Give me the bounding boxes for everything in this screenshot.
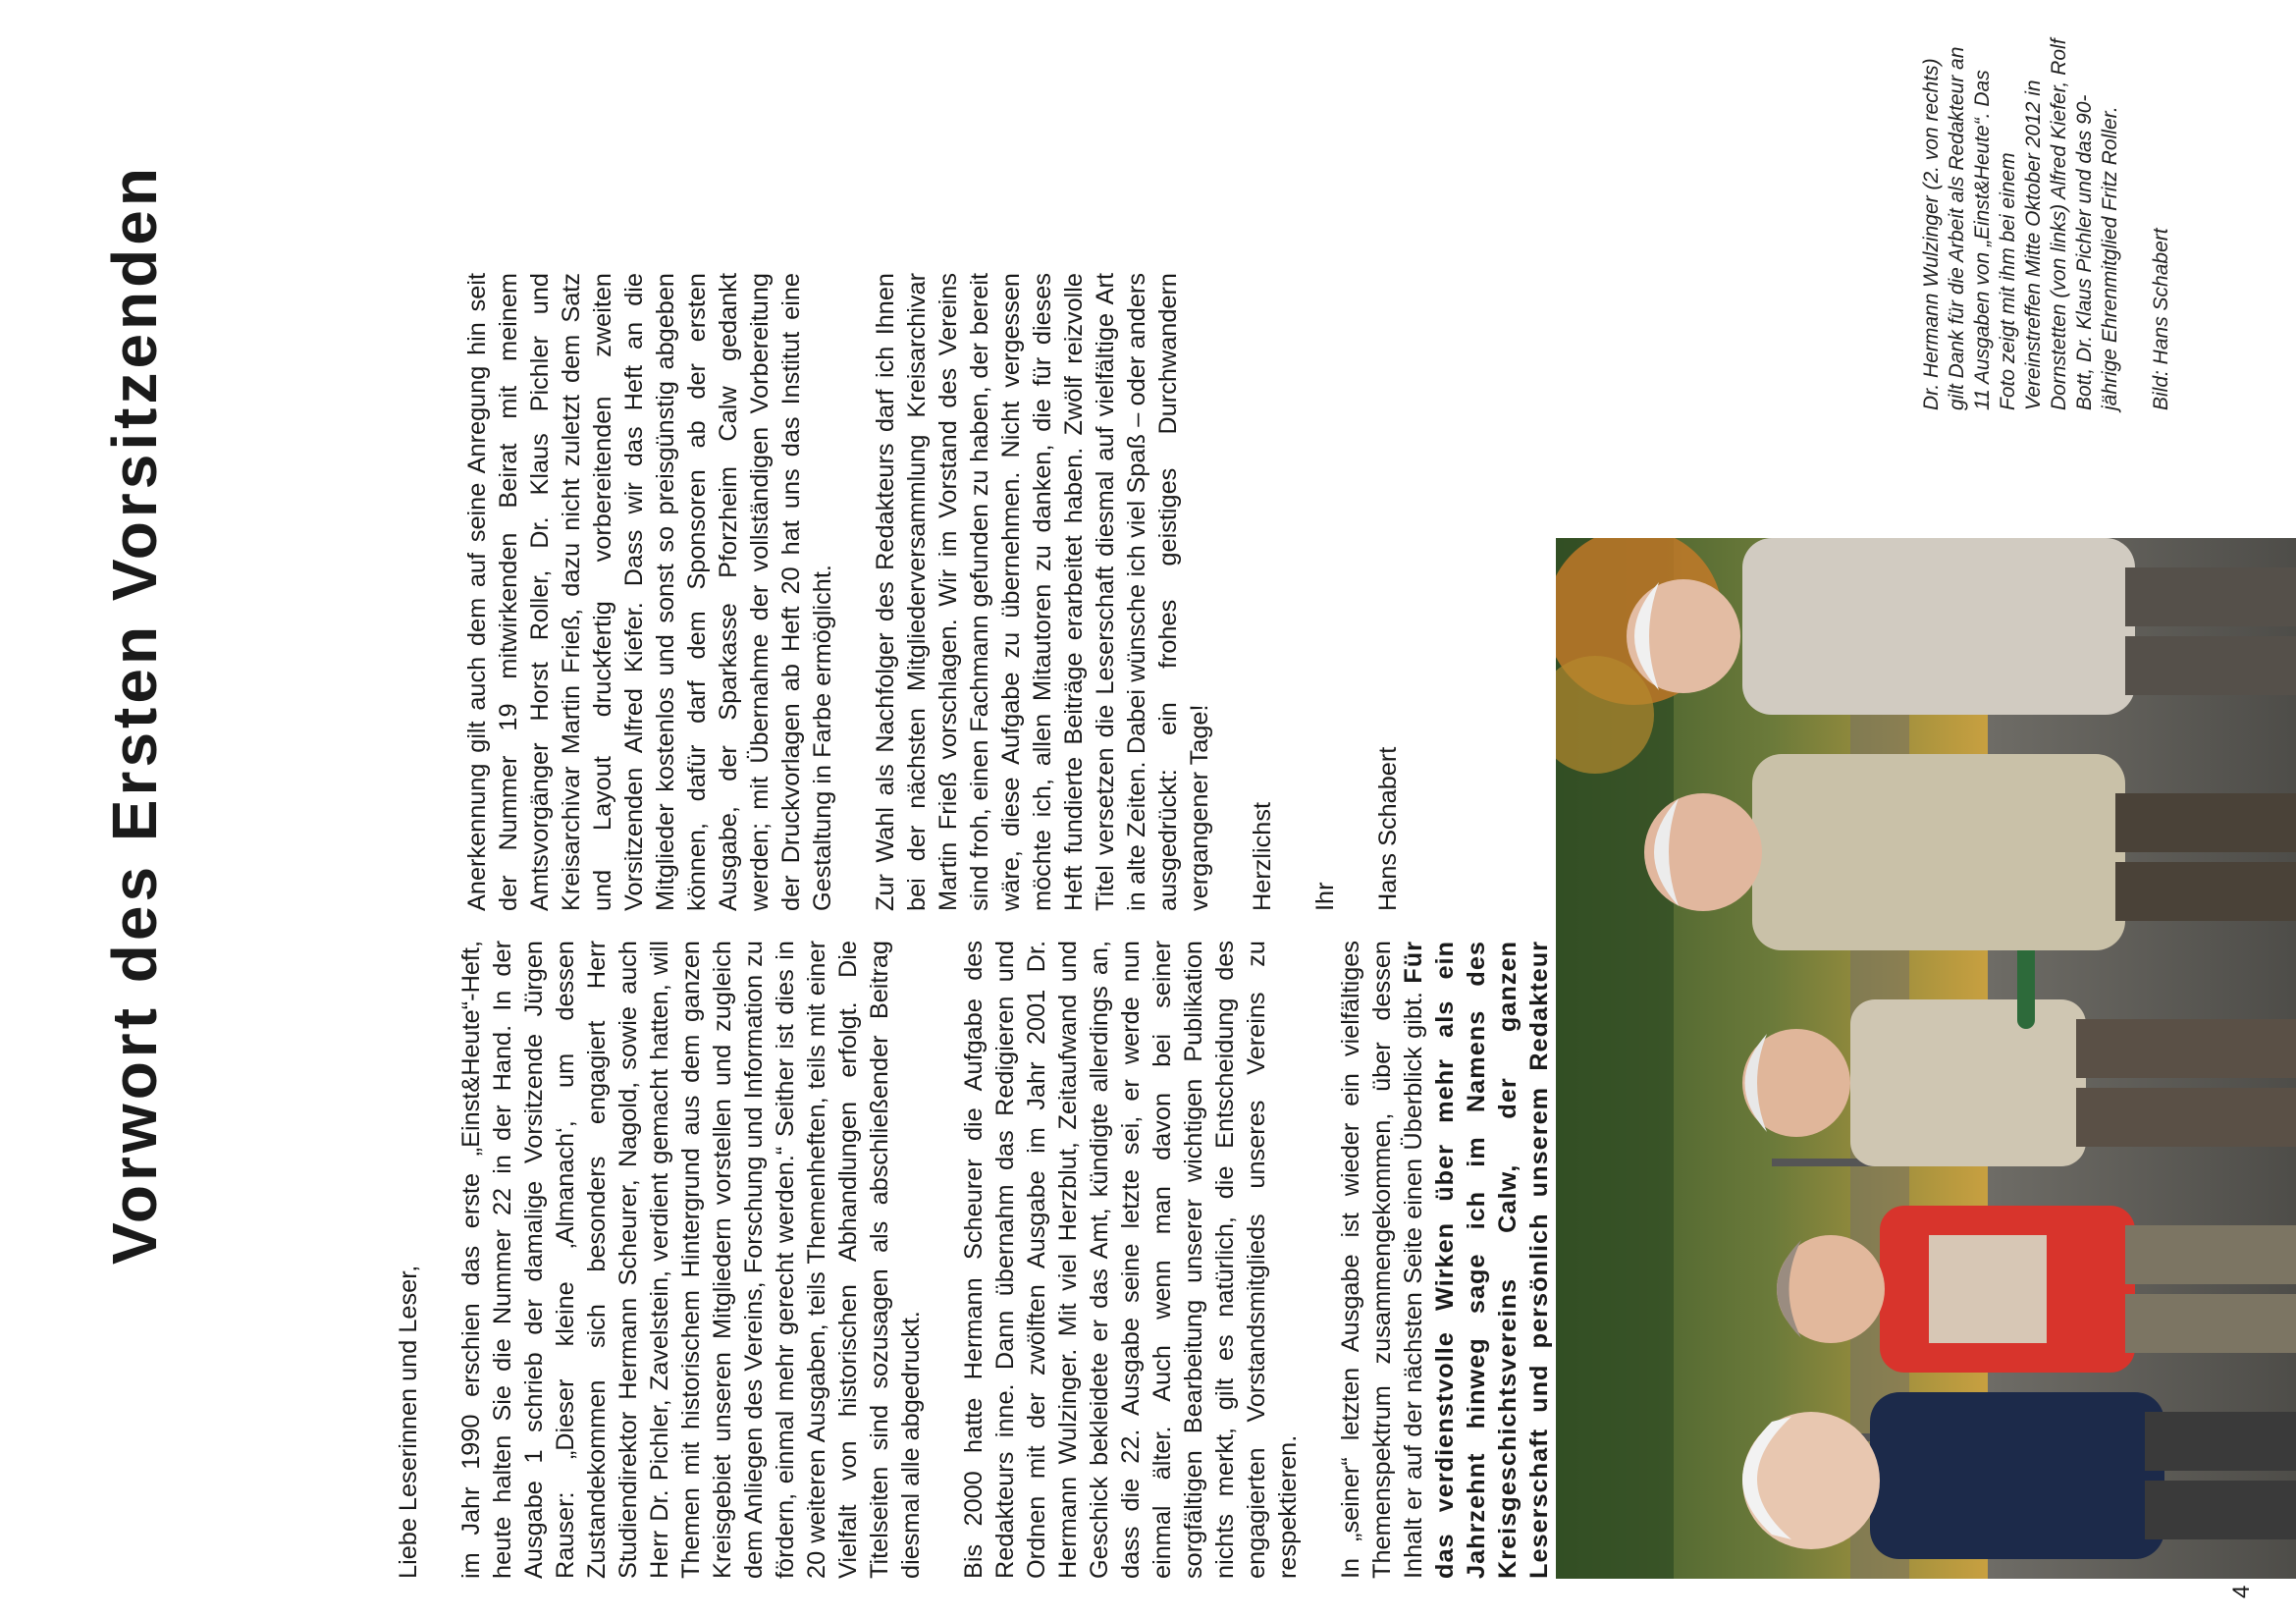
closing-ihr: Ihr (1311, 882, 1339, 911)
caption-text: Dr. Hermann Wulzinger (2. von rechts) gilt Dank für die Arbeit als Redakteur an 11 Ausgaben von „Einst&Heute“. Das Foto zeigt mit ihm bei einem Vereinstreffen Mitte Oktober 2012 in Dornstetten (von links) Alfred Kiefer, Rolf Bott, Dr. Klaus Pichler und das 90-jährige Ehrenmitglied Fritz Roller. (1920, 38, 2121, 410)
paragraph-4: Zur Wahl als Nachfolger des Redakteurs darf ich Ihnen bei der nächsten Mitgliederversammlung Kreisarchivar Martin Frieß vorschlagen. Wir im Vorstand des Vereins sind froh, einen Fachmann gefunden zu haben, der bereit wäre, diese Aufgabe zu übernehmen. Nicht vergessen möchte ich, allen Mitautoren zu danken, die für dieses Heft fundierte Beiträge erarbeitet haben. Zwölf reizvolle Titel versetzen die Leserschaft diesmal auf vielfältige Art in alte Zeiten. Dabei wünsche ich viel Spaß – oder anders ausgedrückt: ein frohes geistiges Durchwandern vergangener Tage! (872, 273, 1213, 911)
signature: Hans Schabert (1374, 746, 1402, 911)
paragraph-2: Bis 2000 hatte Hermann Scheurer die Aufgabe des Redakteurs inne. Dann übernahm das Redigieren und Ordnen mit der zwölften Ausgabe im Jahr 2001 Dr. Hermann Wulzinger. Mit viel Herzblut, Zeitaufwand und Geschick bekleidete er das Amt, kündigte allerdings an, dass die 22. Ausgabe seine letzte sei, er werde nun einmal älter. Auch wenn man davon bei seiner sorgfältigen Bearbeitung unserer wichtigen Publikation nichts merkt, gilt es natürlich, die Entscheidung des engagierten Vorstandsmitglieds unseres Vereins zu respektieren. (960, 941, 1302, 1579)
paragraph-3-text: In „seiner“ letzten Ausgabe ist wieder ein vielfältiges Themenspektrum zusammengekommen, über dessen Inhalt er auf der nächsten Seite einen Überblick gibt. (1337, 941, 1427, 1579)
text-column-left (393, 941, 1618, 1579)
paragraph-3-start (1335, 941, 1586, 1579)
closing: Herzlichst (1249, 801, 1276, 911)
photo-credit: Bild: Hans Schabert (2150, 228, 2172, 410)
group-photo-illustration (1556, 538, 2296, 1579)
group-photo (1556, 538, 2296, 1579)
page-number: 4 (2228, 1585, 2255, 1598)
thanks-bold-text: Für das verdienstvolle Wirken über mehr als ein Jahrzehnt hinweg sage ich im Namens des Kreisgeschichtsvereins Calw, der ganzen Leserschaft und persönlich unserem Redakteur (1400, 941, 1553, 1579)
paragraph-1: im Jahr 1990 erschien das erste „Einst&Heute“-Heft, heute halten Sie die Nummer 22 in der Hand. In der Ausgabe 1 schrieb der damalige Vorsitzende Jürgen Rauser: „Dieser kleine ‚Almanach‘, um dessen Zustandekommen sich besonders engagiert Herr Studiendirektor Hermann Scheurer, Nagold, sowie auch Herr Dr. Pichler, Zavelstein, verdient gemacht hatten, will Themen mit historischem Hintergrund aus dem ganzen Kreisgebiet unseren Mitgliedern vorstellen und zugleich dem Anliegen des Vereins, Forschung und Information zu fördern, einmal mehr gerecht werden.“ Seither ist dies in 20 weiteren Ausgaben, teils Themenheften, teils mit einer Vielfalt von historischen Abhandlungen erfolgt. Die Titelseiten sind sozusagen als abschließender Beitrag diesmal alle abgedruckt. (457, 941, 925, 1579)
page-title: Vorwort des Ersten Vorsitzenden (99, 164, 170, 1265)
text-column-right (461, 273, 1435, 911)
paragraph-3-continued: Anerkennung gilt auch dem auf seine Anregung hin seit der Nummer 19 mitwirkenden Beirat mit meinem Amtsvorgänger Horst Roller, Dr. Klaus Pichler und Kreisarchivar Martin Frieß, dazu nicht zuletzt dem Satz und Layout druckfertig vorbereitenden zweiten Vorsitzenden Alfred Kiefer. Dass wir das Heft an die Mitglieder kostenlos und sonst so preisgünstig abgeben können, dafür darf dem Sponsoren ab der ersten Ausgabe, der Sparkasse Pforzheim Calw gedankt werden; mit Übernahme der vollständigen Vorbereitung der Druckvorlagen ab Heft 20 hat uns das Institut eine Gestaltung in Farbe ermöglicht. (463, 273, 836, 911)
photo-caption (1919, 37, 2200, 410)
greeting: Liebe Leserinnen und Leser, (395, 1265, 422, 1579)
